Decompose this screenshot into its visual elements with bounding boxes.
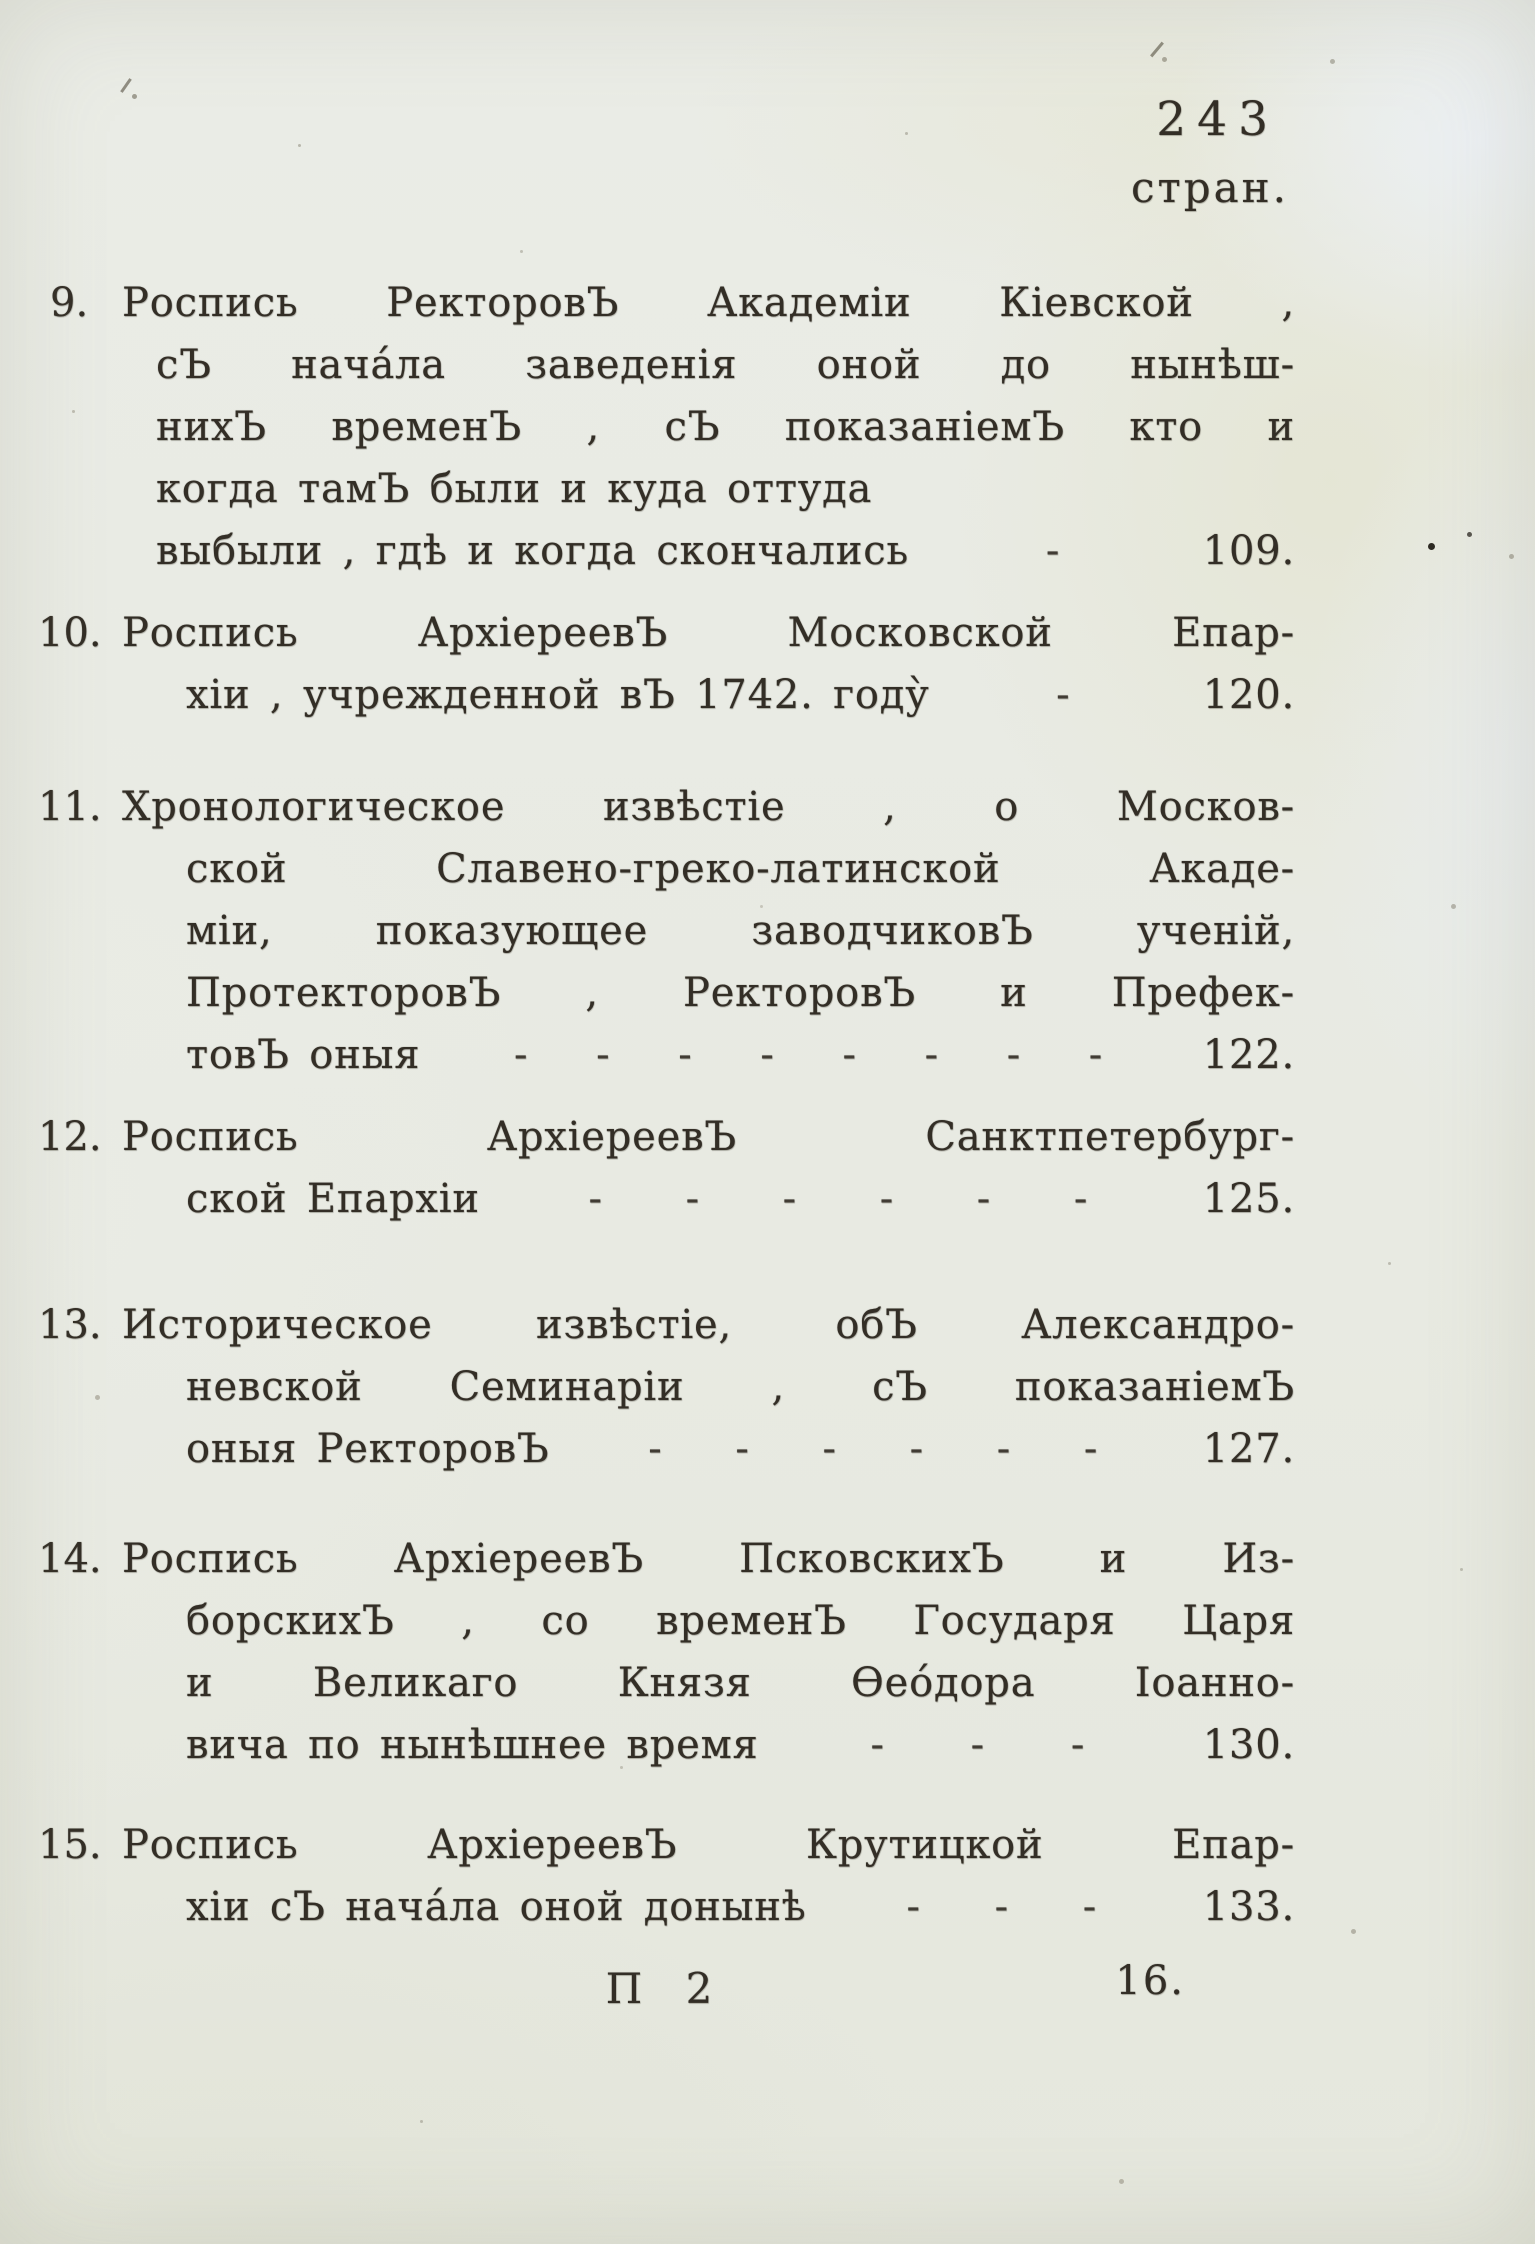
toc-line-with-page-ref: [186, 1714, 1295, 1776]
toc-item-13: [38, 1294, 1295, 1480]
item-number: 14.: [38, 1536, 102, 1582]
page-ref: 133.: [1202, 1884, 1295, 1930]
item-text: [122, 1106, 1295, 1230]
toc-item-14: [38, 1528, 1295, 1776]
item-text: [122, 1294, 1295, 1480]
toc-line-text: ской Епархіи: [186, 1176, 480, 1222]
page-footer: [38, 1958, 1295, 2028]
dash-leader: - - - - - -: [648, 1426, 1099, 1472]
dash-leader: - - -: [906, 1884, 1098, 1930]
item-number: 10.: [38, 610, 102, 656]
toc-line: сЪ нача́ла заведенія оной до нынѣш-: [156, 342, 1295, 388]
catchword: 16.: [1115, 1958, 1185, 2004]
paper-specks: [0, 0, 3, 3]
toc-line: Роспись АрхіереевЪ ПсковскихЪ и Из-: [122, 1536, 1295, 1582]
toc-line-text: оныя РекторовЪ: [186, 1426, 550, 1472]
toc-line-text: товЪ оныя: [186, 1032, 421, 1078]
item-number: 9.: [50, 280, 89, 326]
toc-line: ПротекторовЪ , РекторовЪ и Префек-: [186, 970, 1295, 1016]
toc-line-text: хіи сЪ нача́ла оной донынѣ: [186, 1884, 807, 1930]
toc-item-9: [38, 272, 1295, 582]
item-number: 13.: [38, 1302, 102, 1348]
toc-line: Роспись АрхіереевЪ Московской Епар-: [122, 610, 1295, 656]
toc-line-with-page-ref: [186, 1024, 1295, 1086]
toc-line: когда тамЪ были и куда оттуда: [156, 466, 873, 512]
toc-line-with-page-ref: [186, 1418, 1295, 1480]
toc-item-15: [38, 1814, 1295, 1938]
page-ref: 130.: [1202, 1722, 1295, 1768]
page-ref: 109.: [1202, 528, 1295, 574]
toc-line: борскихЪ , со временЪ Государя Царя: [186, 1598, 1295, 1644]
dash-leader: -: [1056, 672, 1071, 718]
page-number: 243: [1156, 92, 1279, 147]
item-number: 11.: [38, 784, 102, 830]
toc-line: невской Семинаріи , сЪ показаніемЪ: [186, 1364, 1295, 1410]
toc-item-12: [38, 1106, 1295, 1230]
toc-line: міи, показующее заводчиковЪ ученій,: [186, 908, 1295, 954]
dash-leader: - - -: [870, 1722, 1086, 1768]
toc-item-10: [38, 602, 1295, 726]
page-ref: 120.: [1202, 672, 1295, 718]
toc-line-with-page-ref: [186, 1876, 1295, 1938]
dash-leader: - - - - - -: [588, 1176, 1089, 1222]
toc-line-text: хіи , учрежденной вЪ 1742. году̀: [186, 672, 930, 718]
item-text: [122, 602, 1295, 726]
toc-line: ской Славено-греко-латинской Акаде-: [186, 846, 1295, 892]
item-text: [122, 272, 1295, 582]
toc-line-with-page-ref: [156, 520, 1295, 582]
item-number: 12.: [38, 1114, 102, 1160]
toc-line: Роспись АрхіереевЪ Санктпетербург-: [122, 1114, 1295, 1160]
toc-line: и Великаго Князя Ѳео́дора Іоанно-: [186, 1660, 1295, 1706]
item-text: [122, 776, 1295, 1086]
dash-leader: -: [1045, 528, 1061, 574]
toc-line-text: выбыли , гдѣ и когда скончались: [156, 528, 910, 574]
toc-line: Роспись РекторовЪ Академіи Кіевской ,: [122, 280, 1295, 326]
signature-mark: П 2: [605, 1964, 728, 2013]
item-number: 15.: [38, 1822, 102, 1868]
column-header-pages: стран.: [1130, 163, 1289, 212]
page-ref: 125.: [1202, 1176, 1295, 1222]
page-ref: 127.: [1202, 1426, 1295, 1472]
toc-line-with-page-ref: [186, 664, 1295, 726]
toc-line: Историческое извѣстіе, обЪ Александро-: [122, 1302, 1295, 1348]
toc-line: Роспись АрхіереевЪ Крутицкой Епар-: [122, 1822, 1295, 1868]
toc-line-with-page-ref: [186, 1168, 1295, 1230]
toc-item-11: [38, 776, 1295, 1086]
page-ref: 122.: [1202, 1032, 1295, 1078]
toc-line: нихЪ временЪ , сЪ показаніемЪ кто и: [156, 404, 1295, 450]
table-of-contents: [38, 0, 1295, 1938]
toc-line: Хронологическое извѣстіе , о Москов-: [122, 784, 1295, 830]
item-text: [122, 1528, 1295, 1776]
toc-line-text: вича по нынѣшнее время: [186, 1722, 759, 1768]
item-text: [122, 1814, 1295, 1938]
dash-leader: - - - - - - - -: [514, 1032, 1104, 1078]
